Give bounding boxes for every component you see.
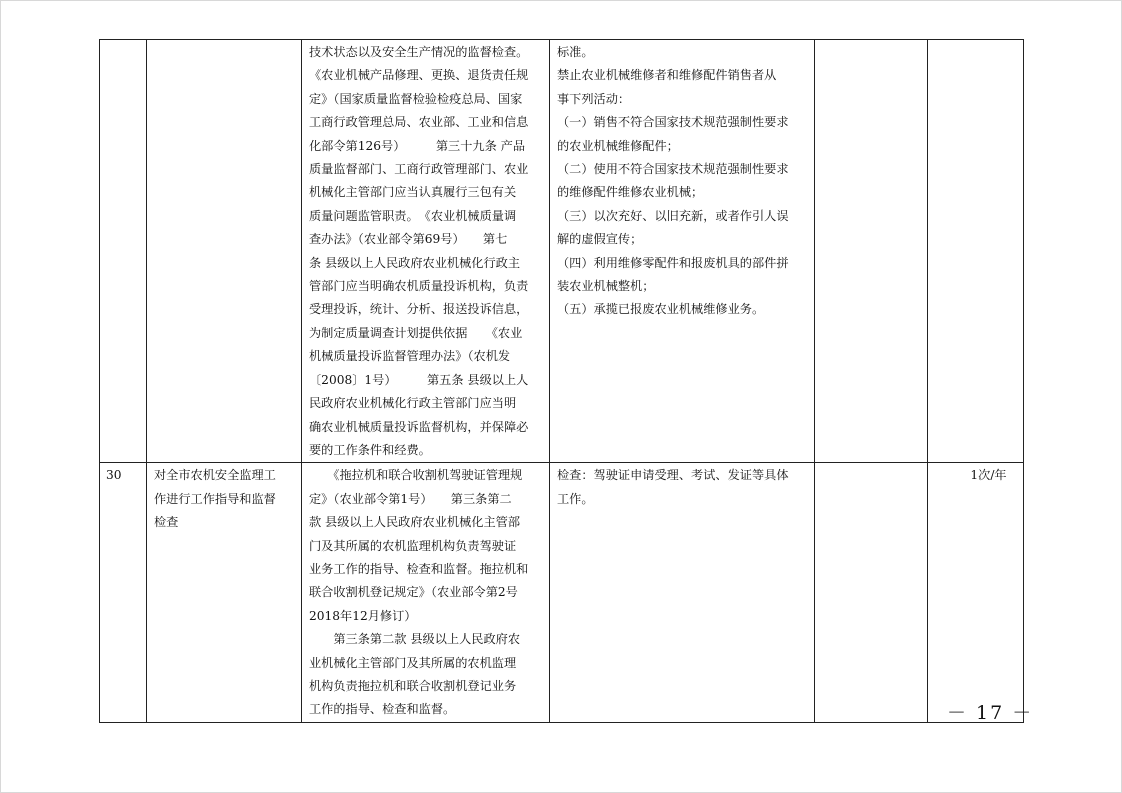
- item-text: 对全市农机安全监理工 作进行工作指导和监督 检查: [154, 468, 276, 530]
- legal-basis-text: 技术状态以及安全生产情况的监督检查。 《农业机械产品修理、更换、退货责任规 定》（国家质量监督检验检疫总局、国家 工商行政管理总局、农业部、工业和信息 化部令第126号） 第三十九条 产品 质量监督部门、工商行政管理部门、农业 机械化主管部门应当认真履行三包有关 质量问题监管职责。 《农业机械质量调 查办法》（农业部令第69号） 第七 条 县级以上人民政府农业机械化行政主 管部门应当明确农机质量投诉机构，负责 受理投诉，统计、分析、报送投诉信息， 为制定质量调查计划提供依据 《农业 机械质量投诉监督管理办法》（农机发 〔2008〕1号） 第五条 县级以上人 民政府农业机械化行政主管部门应当明 确农业机械质量投诉监督机构，并保障必 要的工作条件和经费。: [309, 45, 529, 457]
- empty-cell: [815, 463, 928, 722]
- table-row: [100, 463, 1024, 722]
- table-row: [100, 40, 1024, 463]
- empty-cell: [815, 40, 928, 463]
- inspection-content-text: 检查：驾驶证申请受理、考试、发证等具体 工作。: [557, 468, 789, 506]
- legal-basis-cell: [302, 40, 550, 463]
- row-number-cell: [100, 463, 147, 722]
- frequency-text: 1次/年: [970, 468, 1007, 483]
- frequency-cell: [928, 40, 1024, 463]
- inspection-content-text: 标准。 禁止农业机械维修者和维修配件销售者从 事下列活动： （一）销售不符合国家技术规范强制性要求 的农业机械维修配件； （二）使用不符合国家技术规范强制性要求 的维修配件维修农业机械； （三）以次充好、以旧充新，或者作引人误 解的虚假宣传； （四）利用维修零配件和报废机具的部件拼 装农业机械整机； （五）承揽已报废农业机械维修业务。: [557, 45, 789, 317]
- page-number: － 17 －: [947, 702, 1034, 724]
- inspection-table: [99, 39, 1024, 723]
- inspection-content-cell: [550, 40, 815, 463]
- legal-basis-text: 《拖拉机和联合收割机驾驶证管理规 定》（农业部令第1号） 第三条第二 款 县级以上人民政府农业机械化主管部 门及其所属的农机监理机构负责驾驶证 业务工作的指导、检查和监督。拖拉机和 联合收割机登记规定》（农业部令第2号 2018年12月修订） 第三条第二款 县级以上人民政府农 业机械化主管部门及其所属的农机监理 机构负责拖拉机和联合收割机登记业务 工作的指导、检查和监督。: [309, 468, 529, 717]
- frequency-cell: [928, 463, 1024, 722]
- inspection-content-cell: [550, 463, 815, 722]
- item-cell: [147, 463, 302, 722]
- item-cell: [147, 40, 302, 463]
- legal-basis-cell: [302, 463, 550, 722]
- row-number-cell: [100, 40, 147, 463]
- row-number: 30: [106, 468, 122, 483]
